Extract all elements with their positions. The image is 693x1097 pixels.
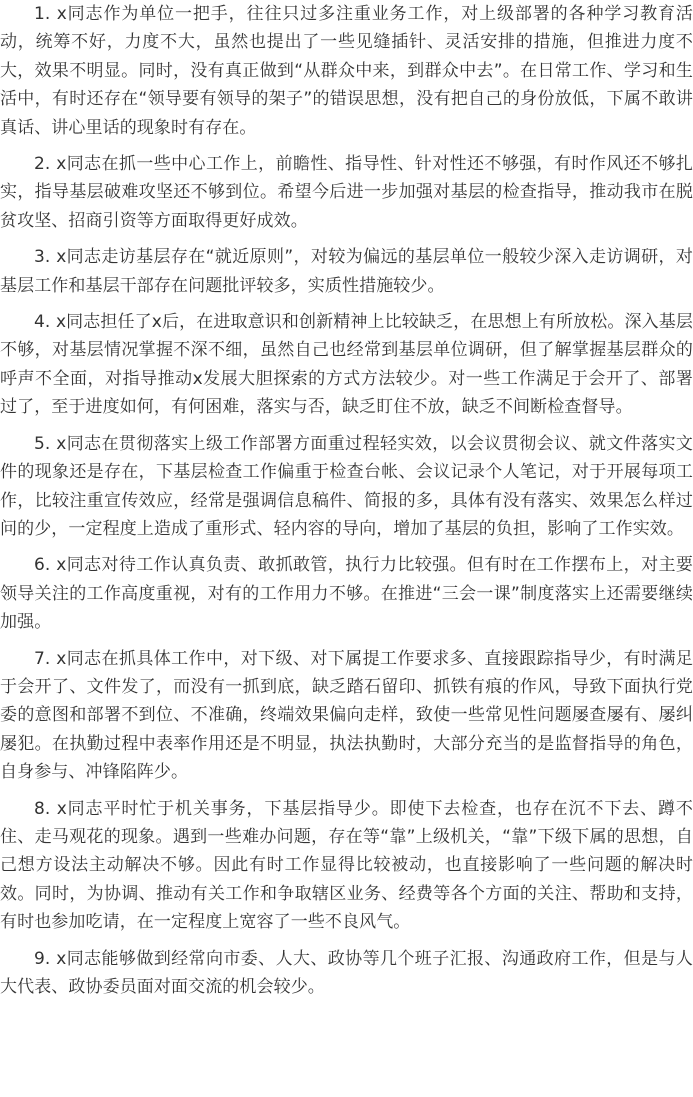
paragraph-2: 2. x同志在抓一些中心工作上，前瞻性、指导性、针对性还不够强，有时作风还不够扎实，指导基层破难攻坚还不够到位。希望今后进一步加强对基层的检查指导，推动我市在脱贫攻坚、招商引资等方面取得更好成效。	[0, 154, 693, 231]
paragraph-3: 3. x同志走访基层存在“就近原则”，对较为偏远的基层单位一般较少深入走访调研，对基层工作和基层干部存在问题批评较多，实质性措施较少。	[0, 247, 693, 296]
paragraph-8: 8. x同志平时忙于机关事务，下基层指导少。即使下去检查，也存在沉不下去、蹲不住、走马观花的现象。遇到一些难办问题，存在等“靠”上级机关，“靠”下级下属的思想，自己想方设法主动解决不够。因此有时工作显得比较被动，也直接影响了一些问题的解决时效。同时，为协调、推动有关工作和争取辖区业务、经费等各个方面的关注、帮助和支持，有时也参加吃请，在一定程度上宽容了一些不良风气。	[0, 798, 693, 933]
paragraph-4: 4. x同志担任了x后，在进取意识和创新精神上比较缺乏，在思想上有所放松。深入基层不够，对基层情况掌握不深不细，虽然自己也经常到基层单位调研，但了解掌握基层群众的呼声不全面，对指导推动x发展大胆探索的方式方法较少。对一些工作满足于会开了、部署过了，至于进度如何，有何困难，落实与否，缺乏盯住不放，缺乏不间断检查督导。	[0, 312, 693, 418]
paragraph-9: 9. x同志能够做到经常向市委、人大、政协等几个班子汇报、沟通政府工作，但是与人大代表、政协委员面对面交流的机会较少。	[0, 948, 693, 997]
paragraph-1: 1. x同志作为单位一把手，往往只过多注重业务工作，对上级部署的各种学习教育活动，统筹不好，力度不大，虽然也提出了一些见缝插针、灵活安排的措施，但推进力度不大，效果不明显。同时，没有真正做到“从群众中来，到群众中去”。在日常工作、学习和生活中，有时还存在“领导要有领导的架子”的错误思想，没有把自己的身份放低，下属不敢讲真话、讲心里话的现象时有存在。	[0, 4, 693, 138]
paragraph-7: 7. x同志在抓具体工作中，对下级、对下属提工作要求多、直接跟踪指导少，有时满足于会开了、文件发了，而没有一抓到底，缺乏踏石留印、抓铁有痕的作风，导致下面执行党委的意图和部署不到位、不准确，终端效果偏向走样，致使一些常见性问题屡查屡有、屡纠屡犯。在执勤过程中表率作用还是不明显，执法执勤时，大部分充当的是监督指导的角色，自身参与、冲锋陷阵少。	[0, 648, 693, 783]
paragraph-5: 5. x同志在贯彻落实上级工作部署方面重过程轻实效，以会议贯彻会议、就文件落实文件的现象还是存在，下基层检查工作偏重于检查台帐、会议记录个人笔记，对于开展每项工作，比较注重宣传效应，经常是强调信息稿件、简报的多，具体有没有落实、效果怎么样过问的少，一定程度上造成了重形式、轻内容的导向，增加了基层的负担，影响了工作实效。	[0, 433, 693, 539]
paragraph-6: 6. x同志对待工作认真负责、敢抓敢管，执行力比较强。但有时在工作摆布上，对主要领导关注的工作高度重视，对有的工作用力不够。在推进“三会一课”制度落实上还需要继续加强。	[0, 555, 693, 633]
